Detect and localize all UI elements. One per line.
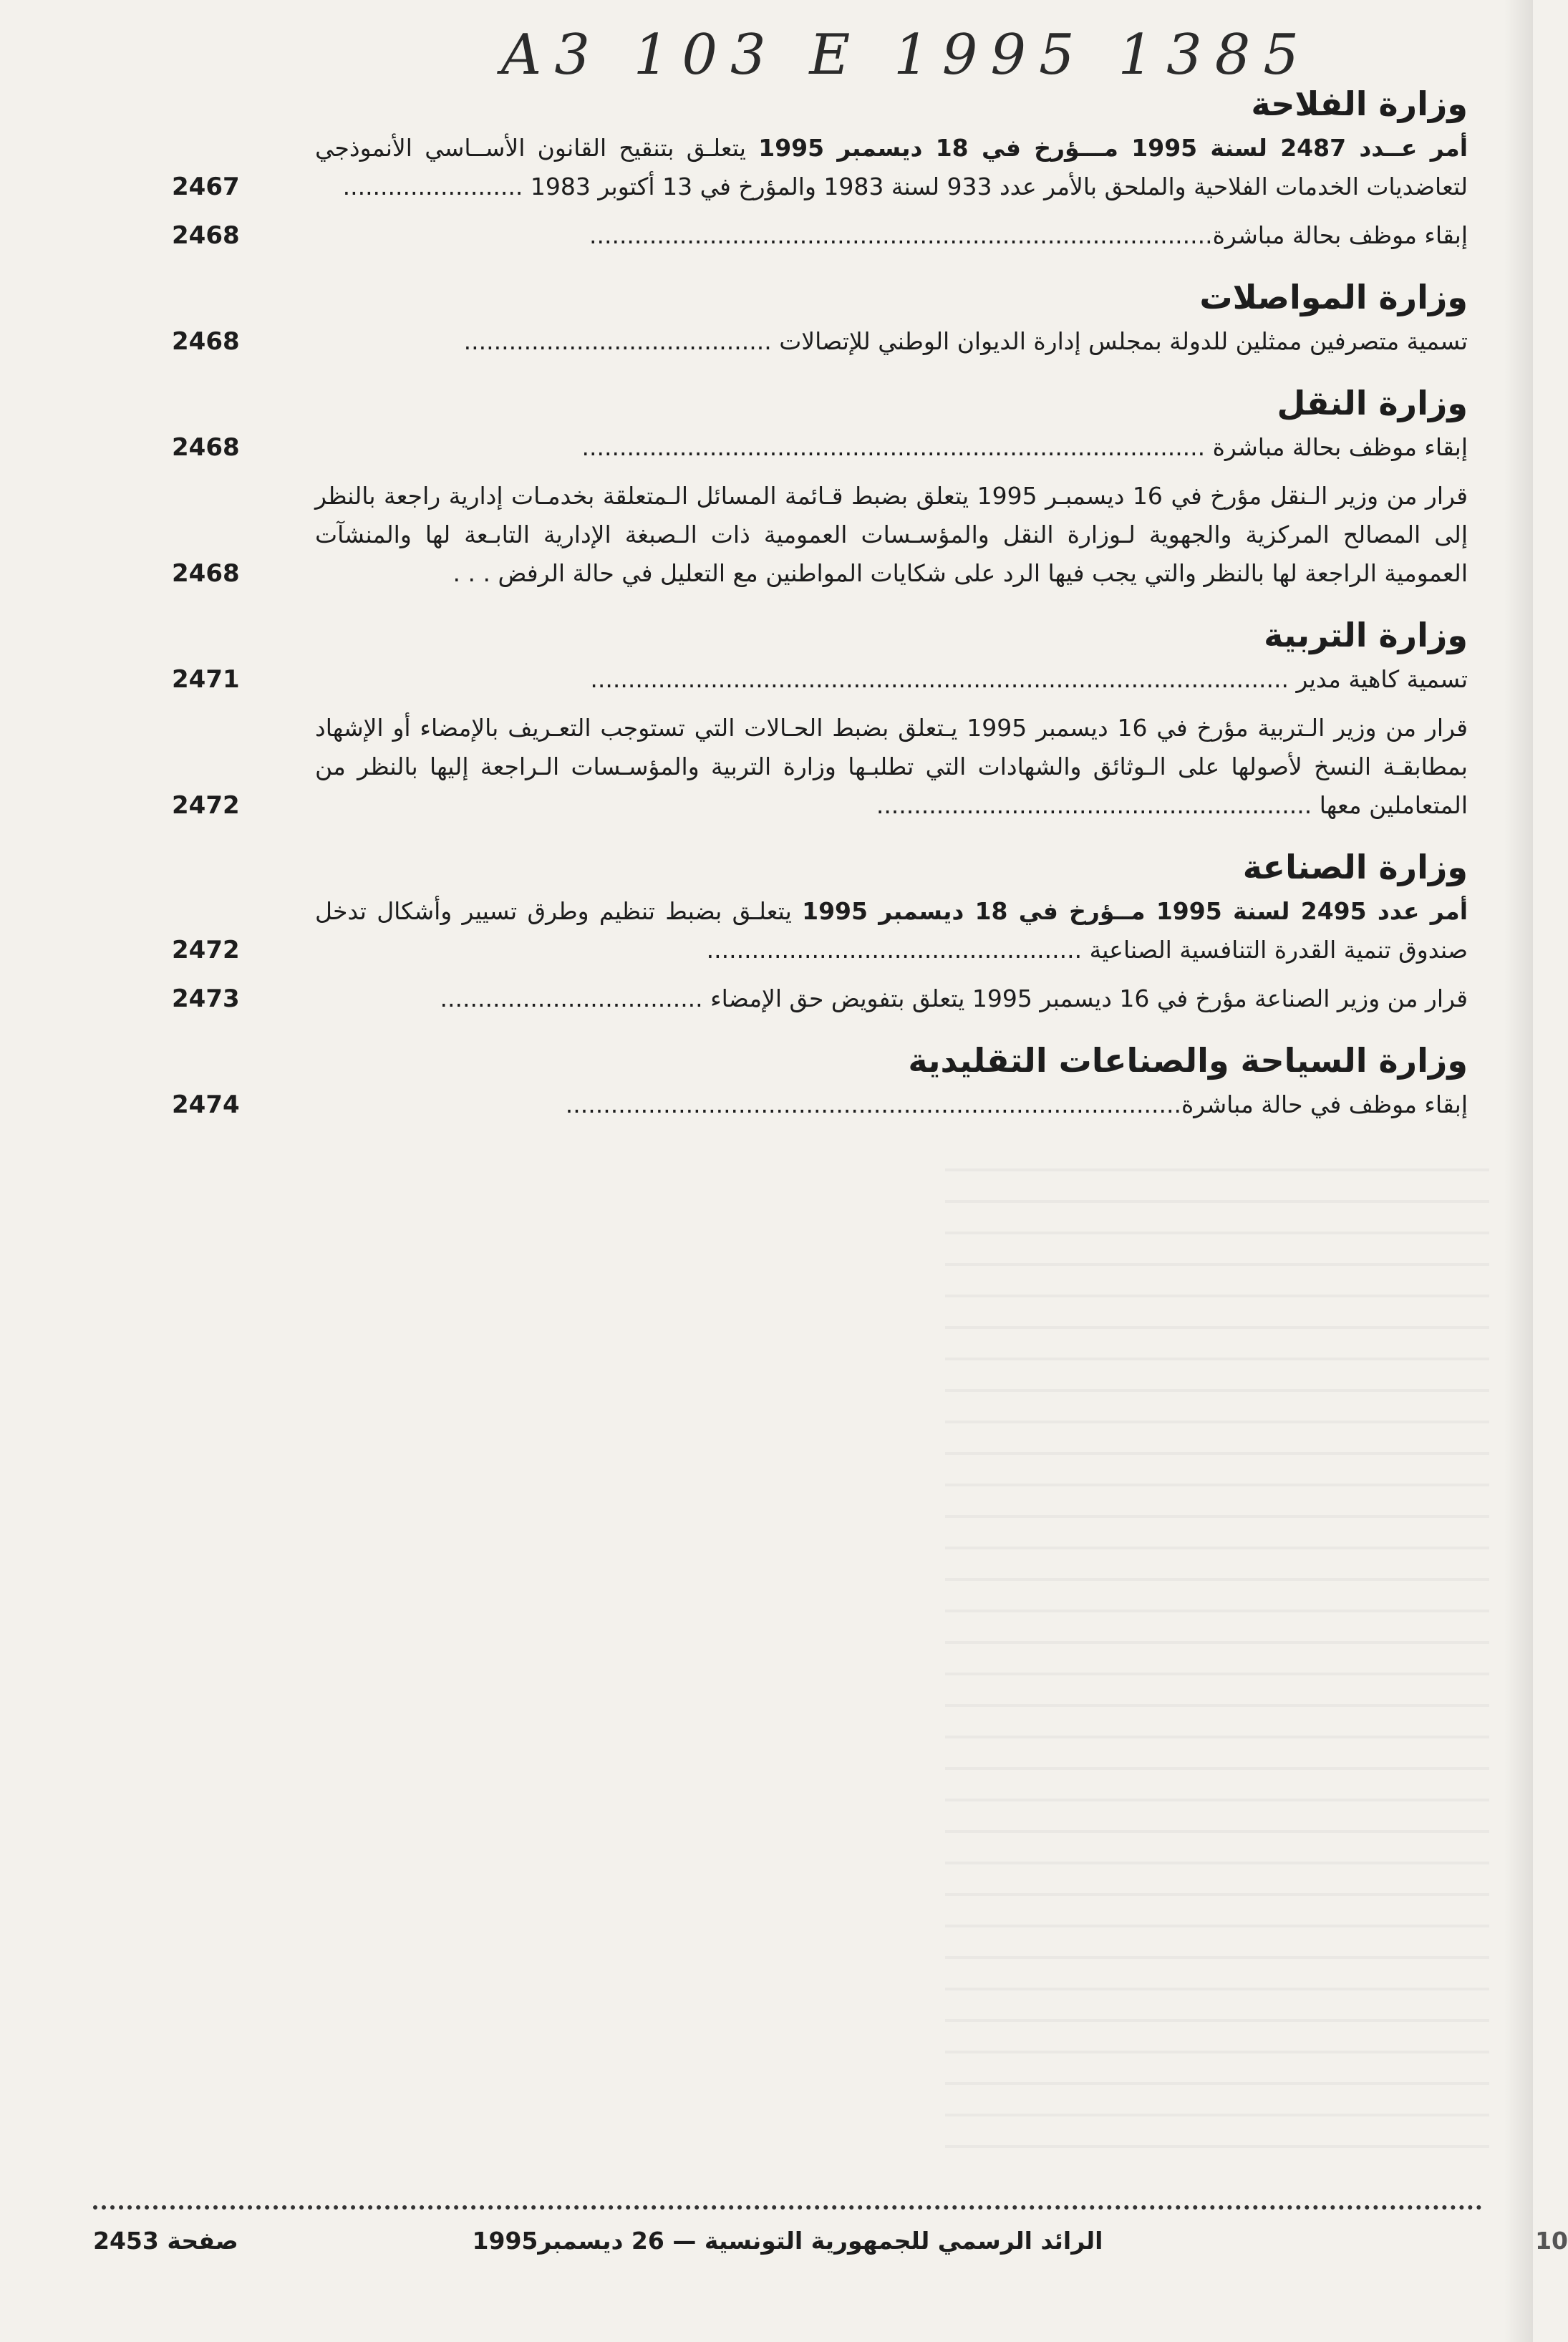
- footer-page-number: صفحة 2453: [93, 2227, 238, 2255]
- entry-text: إبقاء موظف في حالة مباشرة..................................................................................: [565, 1090, 1468, 1118]
- toc-entry: [172, 979, 1468, 1018]
- entry-text: يتعلـق بتنقيح القانون الأســاسي الأنموذجي لتعاضديات الخدمات الفلاحية والملحق بالأمر عدد 933 لسنة 1983 والمؤرخ في 13 أكتوبر 1983 ........................: [315, 134, 1468, 200]
- toc-entry: [172, 892, 1468, 969]
- table-of-contents: [172, 79, 1468, 1124]
- toc-entry: [172, 216, 1468, 255]
- entry-page-number: 2468: [172, 559, 240, 588]
- toc-entry: [172, 1085, 1468, 1124]
- footer-publication: الرائد الرسمي للجمهورية التونسية — 26 ديسمبر1995: [472, 2227, 1103, 2255]
- footer-divider: [93, 2205, 1482, 2210]
- entry-page-number: 2467: [172, 173, 240, 201]
- entry-page-number: 2468: [172, 433, 240, 462]
- entry-page-number: 2471: [172, 665, 240, 694]
- section-title: وزارة المواصلات: [1199, 278, 1468, 316]
- section-title: وزارة النقل: [1277, 384, 1468, 422]
- show-through-background: [945, 1146, 1489, 2148]
- section-title: وزارة الفلاحة: [1251, 84, 1468, 123]
- toc-entry: [172, 322, 1468, 361]
- entry-text: يتعلـق بضبط تنظيم وطرق تسيير وأشكال تدخل صندوق تنمية القدرة التنافسية الصناعية ..................................................: [315, 897, 1468, 964]
- entry-page-number: 2472: [172, 936, 240, 964]
- entry-text: قرار من وزير الصناعة مؤرخ في 16 ديسمبر 1995 يتعلق بتفويض حق الإمضاء ...................................: [440, 984, 1468, 1012]
- entry-text: تسمية متصرفين ممثلين للدولة بمجلس إدارة الديوان الوطني للإتصالات .........................................: [463, 327, 1468, 355]
- entry-page-number: 2474: [172, 1090, 240, 1119]
- page-footer: [93, 2227, 1568, 2270]
- section-title: وزارة الصناعة: [1242, 848, 1468, 886]
- toc-entry: [172, 709, 1468, 825]
- entry-text: قرار من وزير الـتربية مؤرخ في 16 ديسمبر 1995 يـتعلق بضبط الحـالات التي تستوجب التعـريف بالإمضاء أو الإشهاد بمطابقـة النسخ لأصولها على الـوثائق والشهادات التي تطلبـها وزارة التربية والمؤسـسات الـراجعة إليها بالنظر من المتعاملين معها ..........................................................: [315, 714, 1468, 819]
- toc-entry: [172, 129, 1468, 206]
- entry-page-number: 2472: [172, 791, 240, 820]
- entry-page-number: 2473: [172, 984, 240, 1013]
- toc-entry: [172, 660, 1468, 699]
- entry-page-number: 2468: [172, 327, 240, 356]
- handwritten-annotation: A3 103 E 1995 1385: [501, 23, 1312, 87]
- toc-entry: [172, 477, 1468, 593]
- entry-page-number: 2468: [172, 221, 240, 250]
- entry-text: تسمية كاهية مدير .............................................................................................: [590, 665, 1468, 693]
- adjacent-page-number: 10: [1535, 2227, 1568, 2255]
- entry-text: إبقاء موظف بحالة مباشرة ...................................................................................: [581, 433, 1468, 461]
- section-title: وزارة التربية: [1264, 616, 1468, 654]
- entry-text: إبقاء موظف بحالة مباشرة...................................................................................: [589, 221, 1468, 249]
- toc-entry: [172, 428, 1468, 467]
- section-title: وزارة السياحة والصناعات التقليدية: [908, 1041, 1468, 1080]
- entry-lead: أمر عــدد 2487 لسنة 1995 مـــؤرخ في 18 ديسمبر 1995: [758, 134, 1468, 162]
- page-edge-shadow: [1504, 0, 1533, 2342]
- entry-lead: أمر عدد 2495 لسنة 1995 مــؤرخ في 18 ديسمبر 1995: [802, 897, 1468, 925]
- entry-text: قرار من وزير الـنقل مؤرخ في 16 ديسمبـر 1995 يتعلق بضبط قـائمة المسائل الـمتعلقة بخدمـات إدارية راجعة بالنظر إلى المصالح المركزية والجهوية لـوزارة النقل والمؤسـسات العمومية ذات الـصبغة الإدارية التابـعة لها والمنشآت العمومية الراجعة لها بالنظر والتي يجب فيها الرد على شكايات المواطنين مع التعليل في حالة الرفض . . .: [315, 482, 1468, 587]
